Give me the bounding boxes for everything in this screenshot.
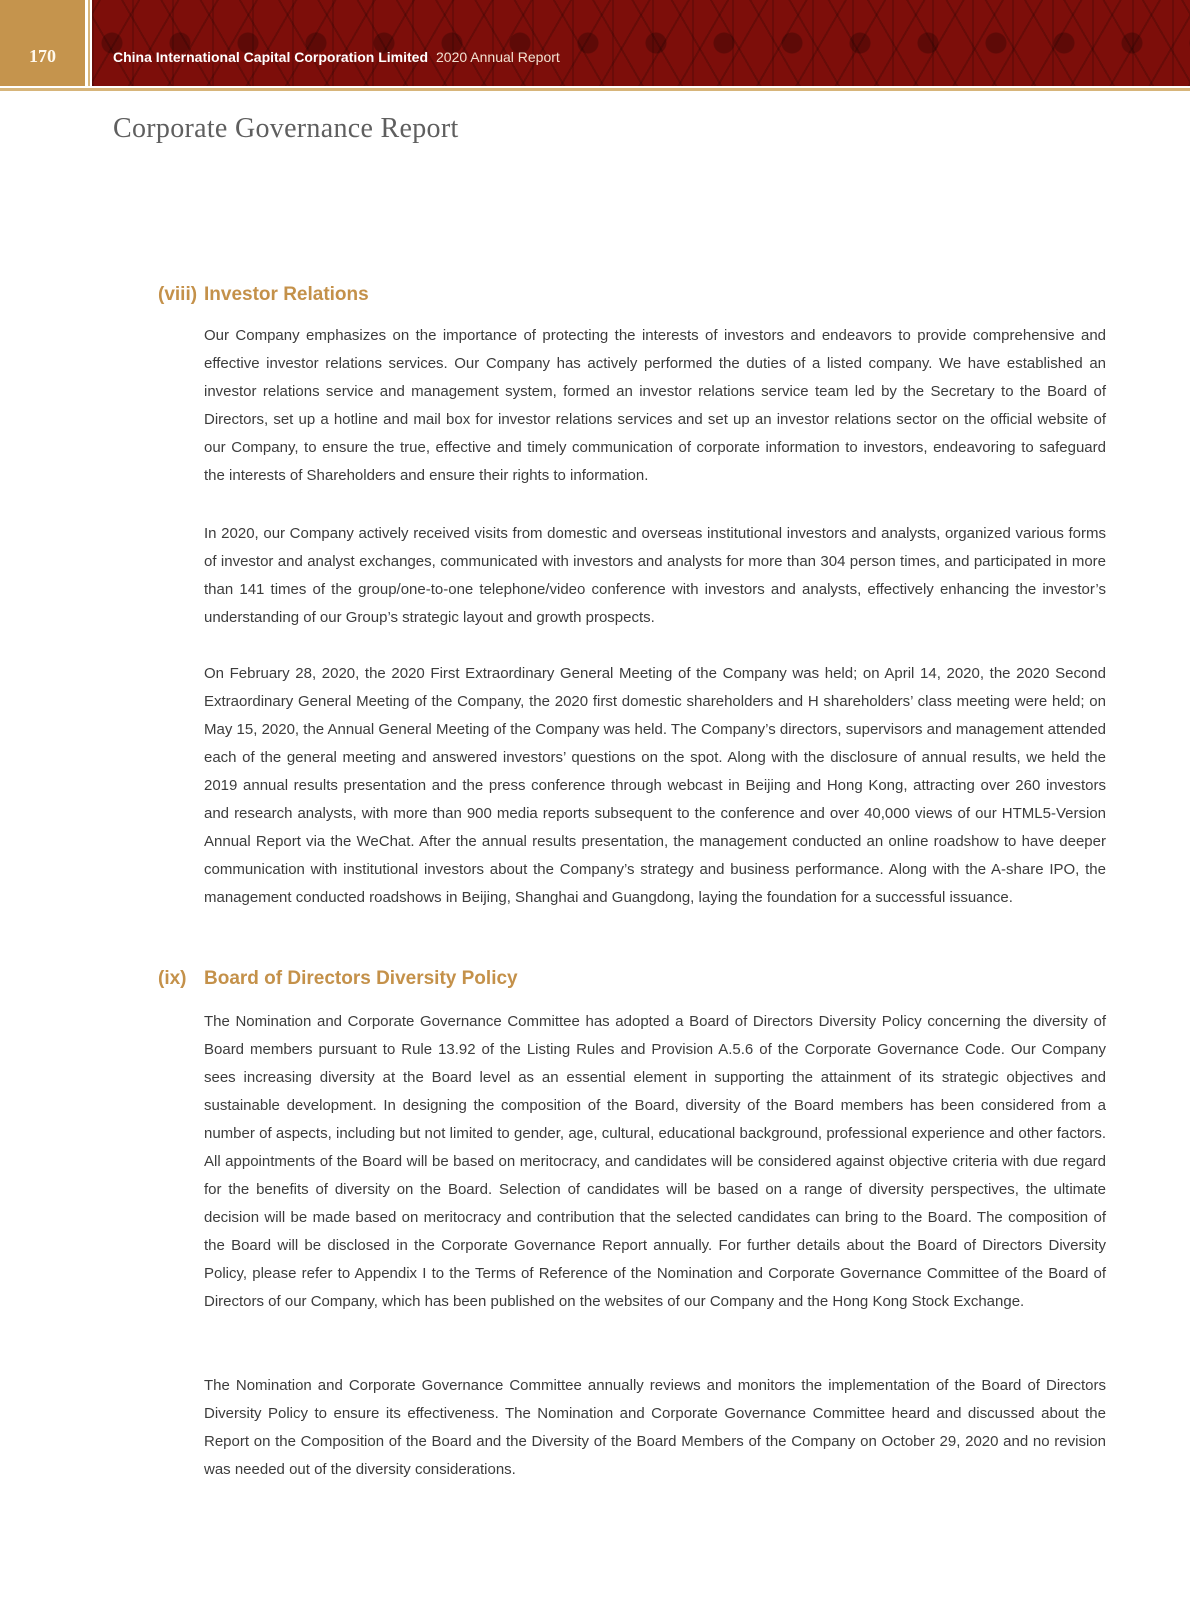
header-divider-horizontal	[0, 88, 1190, 91]
paragraph: The Nomination and Corporate Governance Committee has adopted a Board of Directors Diversity Policy concerning the diversity of Board members pursuant to Rule 13.92 of the Listing Rules and Provision A.5.6 of the Corporate Governance Code. Our Company sees increasing diversity at the Board level as an essential element in supporting the attainment of its strategic objectives and sustainable development. In designing the composition of the Board, diversity of the Board members has been considered from a number of aspects, including but not limited to gender, age, cultural, educational background, professional experience and other factors. All appointments of the Board will be based on meritocracy, and candidates will be considered against objective criteria with due regard for the benefits of diversity on the Board. Selection of candidates will be based on a range of diversity perspectives, the ultimate decision will be made based on meritocracy and contribution that the selected candidates can bring to the Board. The composition of the Board will be disclosed in the Corporate Governance Report annually. For further details about the Board of Directors Diversity Policy, please refer to Appendix I to the Terms of Reference of the Nomination and Corporate Governance Committee of the Board of Directors of our Company, which has been published on the websites of our Company and the Hong Kong Stock Exchange.	[204, 1013, 1106, 1310]
section-title: Corporate Governance Report	[113, 113, 459, 144]
header-title	[113, 49, 560, 65]
report-name: 2020 Annual Report	[436, 49, 560, 65]
paragraph: In 2020, our Company actively received visits from domestic and overseas institutional investors and analysts, organized various forms of investor and analyst exchanges, communicated with investors and analysts for more than 304 person times, and participated in more than 141 times of the group/one-to-one telephone/video conference with investors and analysts, effectively enhancing the investor’s understanding of our Group’s strategic layout and growth prospects.	[204, 525, 1106, 626]
heading-number: (viii)	[158, 284, 198, 305]
heading-investor-relations	[158, 284, 369, 306]
heading-title: Investor Relations	[204, 284, 369, 305]
page-number-block	[0, 0, 85, 86]
paragraph: On February 28, 2020, the 2020 First Extraordinary General Meeting of the Company was held; on April 14, 2020, the 2020 Second Extraordinary General Meeting of the Company, the 2020 first domestic shareholders and H shareholders’ class meeting were held; on May 15, 2020, the Annual General Meeting of the Company was held. The Company’s directors, supervisors and management attended each of the general meeting and answered investors’ questions on the spot. Along with the disclosure of annual results, we held the 2019 annual results presentation and the press conference through webcast in Beijing and Hong Kong, attracting over 260 investors and research analysts, with more than 900 media reports subsequent to the conference and over 40,000 views of our HTML5-Version Annual Report via the WeChat. After the annual results presentation, the management conducted an online roadshow to have deeper communication with institutional investors about the Company’s strategy and business performance. Along with the A-share IPO, the management conducted roadshows in Beijing, Shanghai and Guangdong, laying the foundation for a successful issuance.	[204, 665, 1106, 906]
page-number: 170	[29, 46, 56, 66]
heading-board-diversity-policy	[158, 968, 518, 990]
header-divider-vertical	[88, 0, 90, 86]
heading-number: (ix)	[158, 968, 187, 989]
heading-title: Board of Directors Diversity Policy	[204, 968, 518, 989]
company-name: China International Capital Corporation Limited	[113, 49, 429, 65]
header-banner	[92, 0, 1190, 86]
paragraph: Our Company emphasizes on the importance of protecting the interests of investors and endeavors to provide comprehensive and effective investor relations services. Our Company has actively performed the duties of a listed company. We have established an investor relations service and management system, formed an investor relations service team led by the Secretary to the Board of Directors, set up a hotline and mail box for investor relations services and set up an investor relations sector on the official website of our Company, to ensure the true, effective and timely communication of corporate information to investors, endeavoring to safeguard the interests of Shareholders and ensure their rights to information.	[204, 327, 1106, 484]
paragraph: The Nomination and Corporate Governance Committee annually reviews and monitors the implementation of the Board of Directors Diversity Policy to ensure its effectiveness. The Nomination and Corporate Governance Committee heard and discussed about the Report on the Composition of the Board and the Diversity of the Board Members of the Company on October 29, 2020 and no revision was needed out of the diversity considerations.	[204, 1377, 1106, 1478]
